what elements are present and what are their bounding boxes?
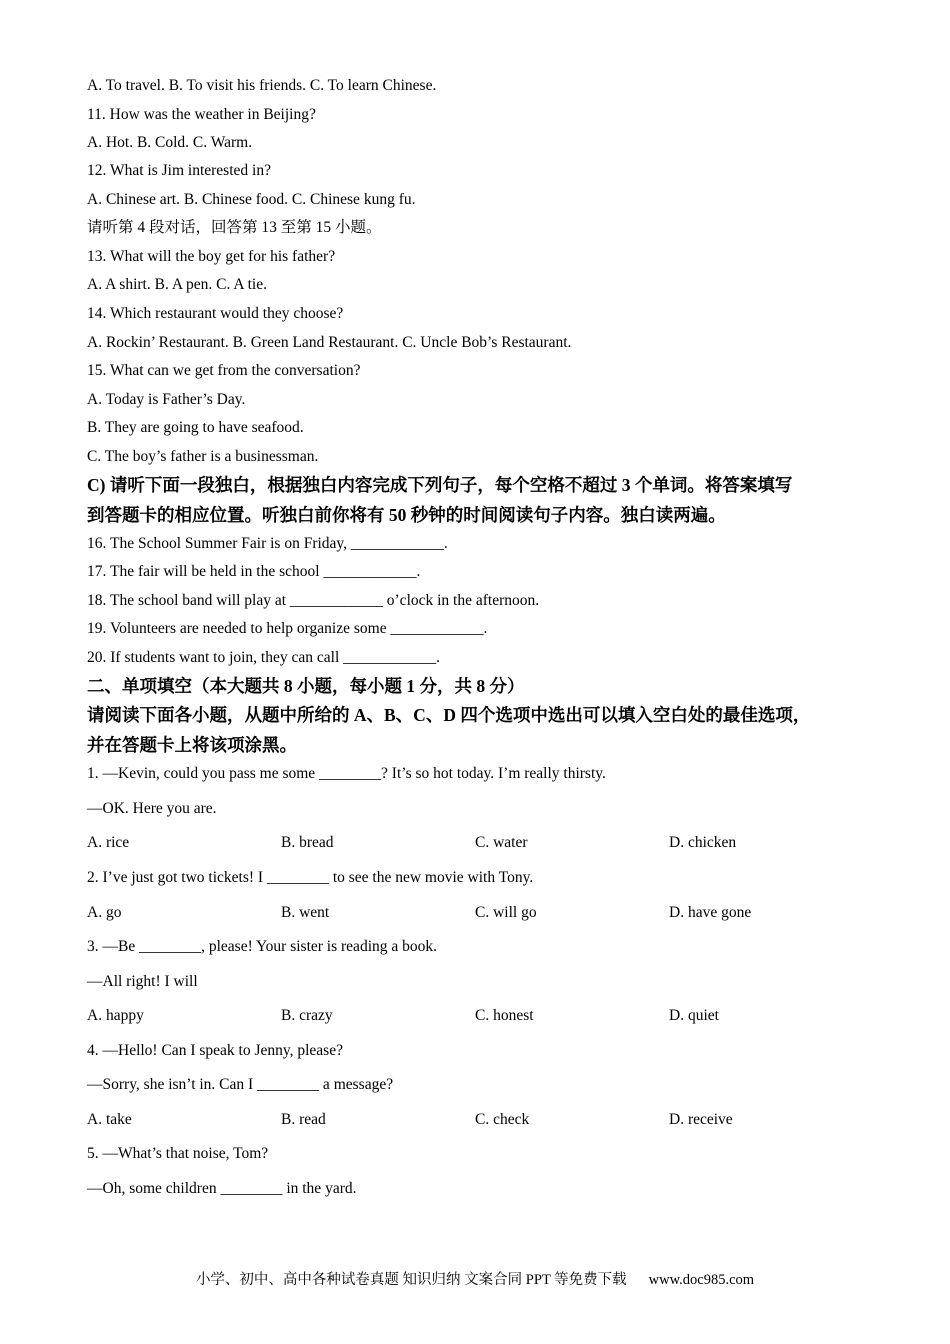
mc-q4-line2: —Sorry, she isn’t in. Can I ________ a message? — [87, 1076, 394, 1093]
q15-option-c: C. The boy’s father is a businessman. — [87, 448, 319, 465]
q13-question: 13. What will the boy get for his father? — [87, 248, 336, 265]
q11-options: A. Hot. B. Cold. C. Warm. — [87, 134, 253, 151]
mc-q3-line2: —All right! I will — [87, 973, 198, 990]
q14-options: A. Rockin’ Restaurant. B. Green Land Restaurant. C. Uncle Bob’s Restaurant. — [87, 334, 572, 351]
mc-q1-line2: —OK. Here you are. — [87, 800, 217, 817]
q11-question: 11. How was the weather in Beijing? — [87, 106, 316, 123]
dialog4-instruction: 请听第 4 段对话，回答第 13 至第 15 小题。 — [87, 219, 382, 236]
q19-sentence: 19. Volunteers are needed to help organize some ____________. — [87, 620, 488, 637]
mc-q4-line1: 4. —Hello! Can I speak to Jenny, please? — [87, 1042, 343, 1059]
mc-q2-option-c: C. will go — [475, 904, 537, 921]
mc-q2-option-a: A. go — [87, 904, 122, 921]
q15-option-b: B. They are going to have seafood. — [87, 419, 304, 436]
mc-q1-line1: 1. —Kevin, could you pass me some ________? It’s so hot today. I’m really thirsty. — [87, 765, 606, 782]
mc-q4-option-a: A. take — [87, 1111, 132, 1128]
section2-instruction-2: 并在答题卡上将该项涂黑。 — [87, 735, 297, 755]
section2-title: 二、单项填空（本大题共 8 小题，每小题 1 分，共 8 分） — [87, 676, 525, 696]
footer-text: 小学、初中、高中各种试卷真题 知识归纳 文案合同 PPT 等免费下载 — [195, 1272, 627, 1288]
mc-q4-option-d: D. receive — [669, 1111, 733, 1128]
mc-q3-option-a: A. happy — [87, 1007, 144, 1024]
q17-sentence: 17. The fair will be held in the school ____________. — [87, 563, 421, 580]
footer-url[interactable]: www.doc985.com — [648, 1272, 755, 1288]
section-c-instruction-2: 到答题卡的相应位置。听独白前你将有 50 秒钟的时间阅读句子内容。独白读两遍。 — [87, 505, 726, 525]
mc-q5-line1: 5. —What’s that noise, Tom? — [87, 1145, 269, 1162]
mc-q1-option-d: D. chicken — [669, 834, 737, 851]
mc-q3-option-d: D. quiet — [669, 1007, 719, 1024]
mc-q3-option-c: C. honest — [475, 1007, 534, 1024]
page-footer — [0, 1270, 950, 1290]
mc-q3-option-b: B. crazy — [281, 1007, 333, 1024]
mc-q1-option-b: B. bread — [281, 834, 334, 851]
mc-q1-option-c: C. water — [475, 834, 528, 851]
mc-q3-line1: 3. —Be ________, please! Your sister is reading a book. — [87, 938, 437, 955]
mc-q4-option-b: B. read — [281, 1111, 326, 1128]
mc-q5-line2: —Oh, some children ________ in the yard. — [87, 1180, 357, 1197]
q15-option-a: A. Today is Father’s Day. — [87, 391, 246, 408]
mc-q2-option-b: B. went — [281, 904, 330, 921]
q10-options: A. To travel. B. To visit his friends. C. To learn Chinese. — [87, 77, 437, 94]
section-c-instruction-1: C) 请听下面一段独白，根据独白内容完成下列句子，每个空格不超过 3 个单词。将答案填写 — [87, 475, 793, 495]
mc-q2-option-d: D. have gone — [669, 904, 752, 921]
q12-options: A. Chinese art. B. Chinese food. C. Chinese kung fu. — [87, 191, 416, 208]
section2-instruction-1: 请阅读下面各小题，从题中所给的 A、B、C、D 四个选项中选出可以填入空白处的最佳选项， — [87, 705, 811, 725]
mc-q1-option-a: A. rice — [87, 834, 130, 851]
q12-question: 12. What is Jim interested in? — [87, 162, 271, 179]
q14-question: 14. Which restaurant would they choose? — [87, 305, 344, 322]
q20-sentence: 20. If students want to join, they can call ____________. — [87, 649, 440, 666]
q13-options: A. A shirt. B. A pen. C. A tie. — [87, 276, 267, 293]
q15-question: 15. What can we get from the conversation? — [87, 362, 361, 379]
mc-q4-option-c: C. check — [475, 1111, 530, 1128]
q18-sentence: 18. The school band will play at ____________ o’clock in the afternoon. — [87, 592, 540, 609]
mc-q2-line1: 2. I’ve just got two tickets! I ________ to see the new movie with Tony. — [87, 869, 534, 886]
q16-sentence: 16. The School Summer Fair is on Friday, ____________. — [87, 535, 448, 552]
